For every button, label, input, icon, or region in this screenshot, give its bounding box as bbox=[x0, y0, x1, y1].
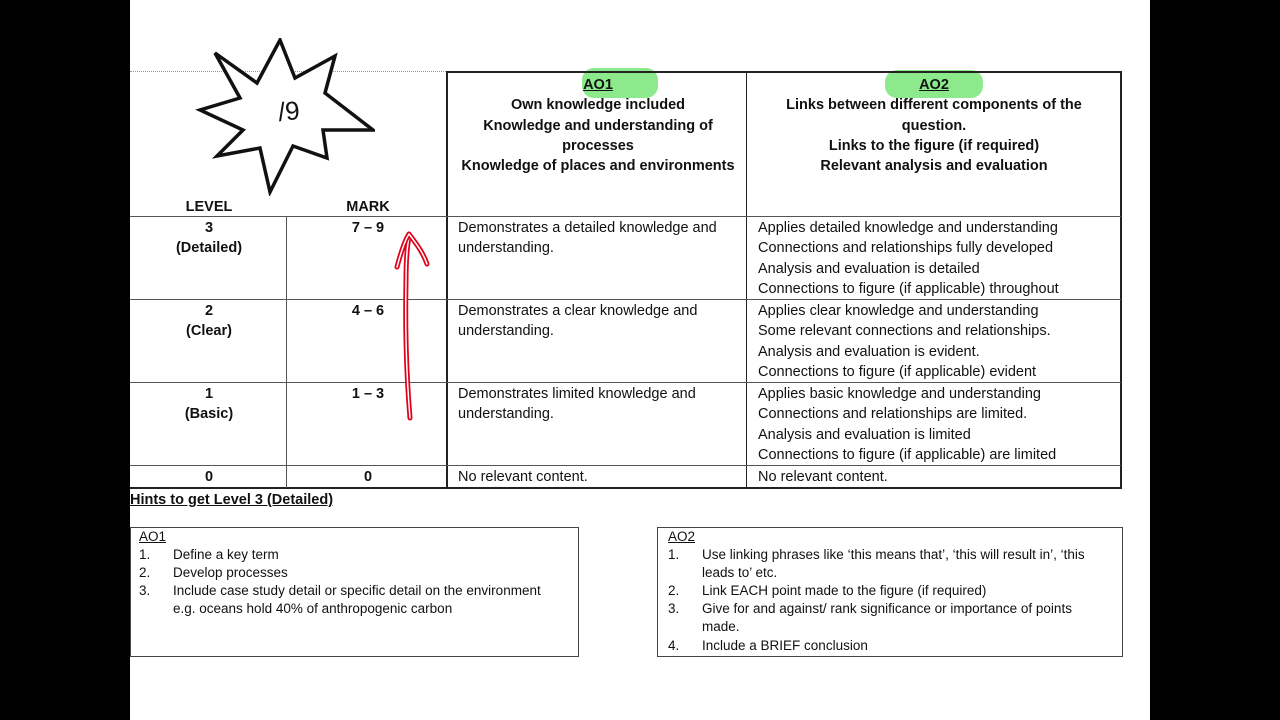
level-name: (Detailed) bbox=[175, 240, 243, 256]
hint-text: Give for and against/ rank significance or importance of points bbox=[702, 601, 1072, 616]
table-border bbox=[446, 71, 448, 489]
ao2-header-title: AO2 bbox=[919, 77, 949, 93]
ao2-descriptor: Connections to figure (if applicable) are limited bbox=[758, 447, 1057, 463]
hint-text: Develop processes bbox=[173, 565, 288, 580]
hint-text: e.g. oceans hold 40% of anthropogenic carbon bbox=[173, 601, 453, 616]
ao1-descriptor: understanding. bbox=[458, 240, 554, 256]
mark-range: 7 – 9 bbox=[351, 220, 385, 236]
ao2-descriptor: Connections and relationships are limited. bbox=[758, 406, 1028, 422]
red-arrow-icon bbox=[385, 222, 435, 422]
table-border bbox=[1120, 71, 1122, 489]
ao2-header-line: Links to the figure (if required) bbox=[828, 138, 1040, 154]
mark-range: 4 – 6 bbox=[351, 303, 385, 319]
ao1-descriptor: Demonstrates a detailed knowledge and bbox=[458, 220, 717, 236]
level-number: 0 bbox=[204, 469, 214, 485]
ao1-descriptor: understanding. bbox=[458, 406, 554, 422]
mark-header: MARK bbox=[346, 199, 390, 215]
level-name: (Clear) bbox=[186, 323, 232, 339]
level-number: 3 bbox=[204, 220, 214, 236]
ao2-descriptor: Connections and relationships fully developed bbox=[758, 240, 1054, 256]
ao1-header-line: Own knowledge included bbox=[510, 97, 685, 113]
document-page bbox=[130, 0, 1150, 720]
ao2-hints-title: AO2 bbox=[668, 529, 696, 544]
hint-text: Use linking phrases like ‘this means that’, ‘this will result in’, ‘this bbox=[702, 547, 1085, 562]
ao2-header-line: question. bbox=[901, 118, 967, 134]
hint-number: 2. bbox=[668, 583, 680, 598]
hint-number: 3. bbox=[668, 601, 680, 616]
ao2-descriptor: Analysis and evaluation is detailed bbox=[758, 261, 980, 277]
hint-number: 1. bbox=[668, 547, 680, 562]
ao2-descriptor: No relevant content. bbox=[758, 469, 888, 485]
level-header: LEVEL bbox=[185, 199, 233, 215]
ao1-header-line: processes bbox=[562, 138, 634, 154]
ao2-descriptor: Applies clear knowledge and understanding bbox=[758, 303, 1039, 319]
mark-range: 1 – 3 bbox=[351, 386, 385, 402]
score-label: /9 bbox=[276, 94, 302, 128]
ao2-descriptor: Applies basic knowledge and understanding bbox=[758, 386, 1041, 402]
ao2-descriptor: Connections to figure (if applicable) throughout bbox=[758, 281, 1059, 297]
table-border bbox=[446, 71, 1121, 73]
hint-number: 3. bbox=[139, 583, 151, 598]
ao1-header-line: Knowledge of places and environments bbox=[461, 158, 735, 174]
hint-text: made. bbox=[702, 619, 740, 634]
ao1-header-title: AO1 bbox=[583, 77, 613, 93]
ao1-descriptor: No relevant content. bbox=[458, 469, 588, 485]
ao2-descriptor: Some relevant connections and relationships. bbox=[758, 323, 1051, 339]
ao2-descriptor: Applies detailed knowledge and understanding bbox=[758, 220, 1058, 236]
ao1-hints-title: AO1 bbox=[139, 529, 167, 544]
ao1-descriptor: Demonstrates a clear knowledge and bbox=[458, 303, 698, 319]
ao1-descriptor: Demonstrates limited knowledge and bbox=[458, 386, 696, 402]
table-border bbox=[746, 71, 747, 489]
ao1-header-line: Knowledge and understanding of bbox=[483, 118, 713, 134]
hints-title: Hints to get Level 3 (Detailed) bbox=[130, 492, 334, 508]
ao2-descriptor: Connections to figure (if applicable) evident bbox=[758, 364, 1037, 380]
hint-text: Include a BRIEF conclusion bbox=[702, 638, 868, 653]
ao1-descriptor: understanding. bbox=[458, 323, 554, 339]
level-number: 1 bbox=[204, 386, 214, 402]
hint-number: 2. bbox=[139, 565, 151, 580]
hint-text: Include case study detail or specific detail on the environment bbox=[173, 583, 541, 598]
row-divider bbox=[130, 216, 1121, 217]
ao2-header-line: Relevant analysis and evaluation bbox=[820, 158, 1048, 174]
level-name: (Basic) bbox=[184, 406, 234, 422]
ao2-header-line: Links between different components of the bbox=[786, 97, 1082, 113]
hint-text: Link EACH point made to the figure (if required) bbox=[702, 583, 987, 598]
mark-range: 0 bbox=[363, 469, 373, 485]
hint-number: 1. bbox=[139, 547, 151, 562]
hint-text: leads to’ etc. bbox=[702, 565, 778, 580]
ao2-descriptor: Analysis and evaluation is evident. bbox=[758, 344, 980, 360]
level-number: 2 bbox=[204, 303, 214, 319]
hint-number: 4. bbox=[668, 638, 680, 653]
ao2-descriptor: Analysis and evaluation is limited bbox=[758, 427, 971, 443]
hint-text: Define a key term bbox=[173, 547, 279, 562]
